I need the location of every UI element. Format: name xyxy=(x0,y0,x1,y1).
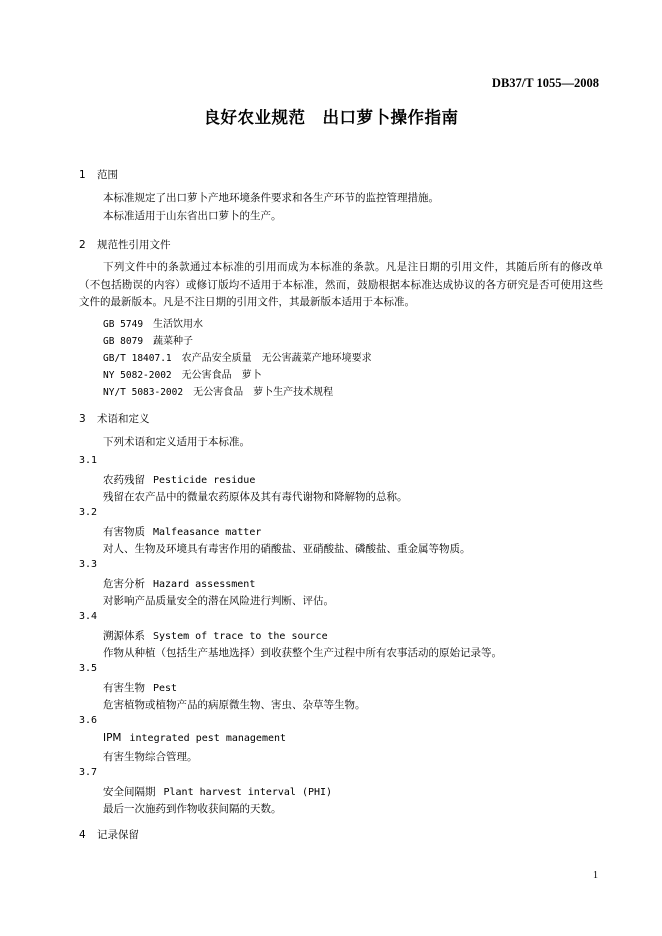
reference-code: GB/T 18407.1 xyxy=(103,353,172,364)
term-en: Pest xyxy=(153,683,178,694)
term-en: System of trace to the source xyxy=(153,631,328,642)
reference-item xyxy=(103,349,372,364)
section-title: 规范性引用文件 xyxy=(97,239,171,251)
term-definition: 作物从种植（包括生产基地选择）到收获整个生产过程中所有农事活动的原始记录等。 xyxy=(103,647,502,659)
section-number: 1 xyxy=(79,169,86,181)
term-heading xyxy=(103,576,255,591)
section-4-heading xyxy=(79,827,139,842)
section-number: 3 xyxy=(79,413,86,425)
term-number: 3.2 xyxy=(79,507,98,518)
term-heading xyxy=(103,628,328,643)
term-definition: 对人、生物及环境具有毒害作用的硝酸盐、亚硝酸盐、磷酸盐、重金属等物质。 xyxy=(103,543,471,555)
reference-item xyxy=(103,366,262,381)
page-number: 1 xyxy=(593,870,598,881)
term-number: 3.6 xyxy=(79,715,98,726)
reference-title: 无公害食品 萝卜 xyxy=(181,370,262,381)
section-number: 2 xyxy=(79,239,86,251)
reference-item xyxy=(103,332,193,347)
term-number: 3.7 xyxy=(79,767,98,778)
section-title: 术语和定义 xyxy=(97,413,150,425)
term-en: integrated pest management xyxy=(129,733,287,744)
term-number: 3.5 xyxy=(79,663,98,674)
term-definition: 危害植物或植物产品的病原微生物、害虫、杂草等生物。 xyxy=(103,699,366,711)
term-en: Plant harvest interval (PHI) xyxy=(163,787,333,798)
term-en: Hazard assessment xyxy=(153,579,256,590)
standard-code: DB37/T 1055—2008 xyxy=(491,76,599,90)
term-zh: IPM xyxy=(103,732,122,744)
paragraph: 本标准规定了出口萝卜产地环境条件要求和各生产环节的监控管理措施。 xyxy=(103,192,439,204)
reference-code: NY/T 5083-2002 xyxy=(103,387,184,398)
term-zh: 危害分析 xyxy=(103,578,145,590)
section-number: 4 xyxy=(79,829,86,841)
reference-title: 蔬菜种子 xyxy=(153,336,194,347)
term-zh: 有害物质 xyxy=(103,526,145,538)
reference-item xyxy=(103,315,203,330)
term-zh: 安全间隔期 xyxy=(103,786,156,798)
term-definition: 有害生物综合管理。 xyxy=(103,751,198,763)
reference-item xyxy=(103,383,333,398)
paragraph: 本标准适用于山东省出口萝卜的生产。 xyxy=(103,210,282,222)
term-heading xyxy=(103,680,177,695)
section-3-heading xyxy=(79,411,150,426)
section-title: 范围 xyxy=(97,169,118,181)
term-number: 3.3 xyxy=(79,559,98,570)
reference-code: NY 5082-2002 xyxy=(103,370,172,381)
term-heading xyxy=(103,472,255,487)
term-zh: 溯源体系 xyxy=(103,630,145,642)
reference-title: 生活饮用水 xyxy=(153,319,204,330)
term-number: 3.1 xyxy=(79,455,98,466)
reference-title: 农产品安全质量 无公害蔬菜产地环境要求 xyxy=(181,353,372,364)
term-en: Pesticide residue xyxy=(153,475,256,486)
paragraph: 下列文件中的条款通过本标准的引用而成为本标准的条款。凡是注日期的引用文件，其随后所有的修改单（不包括勘误的内容）或修订版均不适用于本标准，然而，鼓励根据本标准达成协议的各方研究是否可使用这些文件的最新版本。凡是不注日期的引用文件，其最新版本适用于本标准。 xyxy=(79,261,603,308)
term-en: Malfeasance matter xyxy=(153,527,262,538)
paragraph: 下列术语和定义适用于本标准。 xyxy=(103,436,250,448)
section-2-heading xyxy=(79,237,171,252)
section-title: 记录保留 xyxy=(97,829,139,841)
term-zh: 农药残留 xyxy=(103,474,145,486)
term-zh: 有害生物 xyxy=(103,682,145,694)
term-number: 3.4 xyxy=(79,611,98,622)
section-1-heading xyxy=(79,167,118,182)
reference-title: 无公害食品 萝卜生产技术规程 xyxy=(193,387,334,398)
term-heading xyxy=(103,524,261,539)
term-heading xyxy=(103,784,332,799)
reference-code: GB 5749 xyxy=(103,319,144,330)
term-heading xyxy=(103,732,286,744)
document-title: 良好农业规范 出口萝卜操作指南 xyxy=(203,108,459,127)
term-definition: 最后一次施药到作物收获间隔的天数。 xyxy=(103,803,282,815)
term-definition: 残留在农产品中的微量农药原体及其有毒代谢物和降解物的总称。 xyxy=(103,491,408,503)
term-definition: 对影响产品质量安全的潜在风险进行判断、评估。 xyxy=(103,595,334,607)
reference-code: GB 8079 xyxy=(103,336,144,347)
